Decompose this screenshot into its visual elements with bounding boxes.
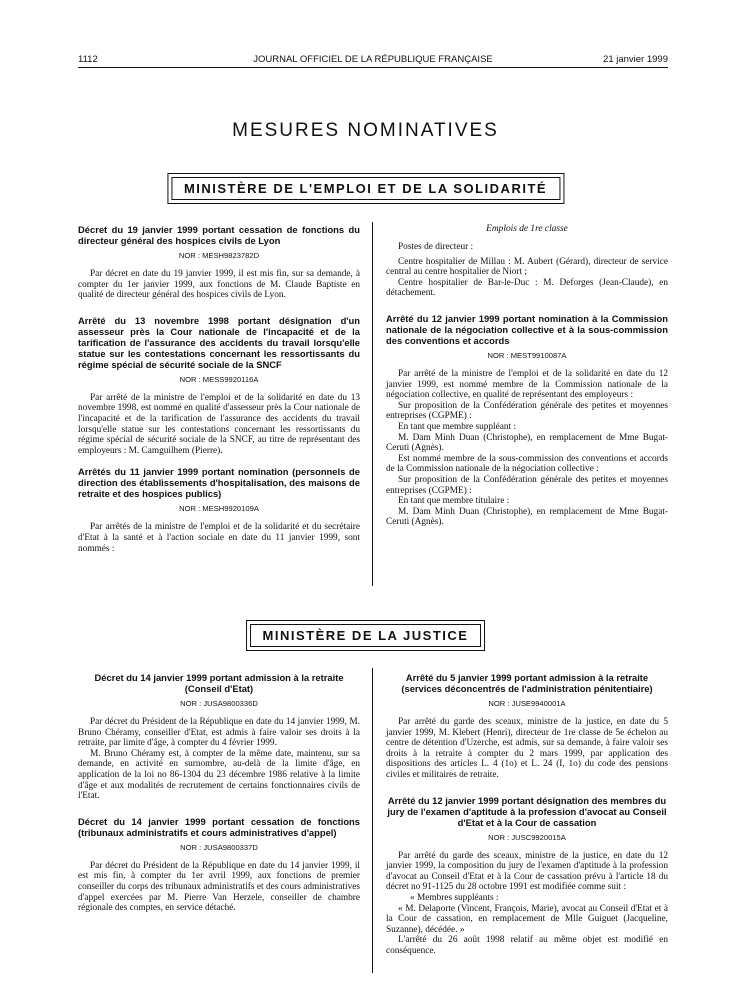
paragraph: Par décret du Président de la République en date du 14 janvier 1999, il est mis fin, à compter du 1er avril 1999, aux fonctions de premier conseiller du corps des tribunaux administratifs et des cours administratives d'appel exercées par M. Pierre Van Herzele, conseiller de chambre régionale des comptes, en service détaché. (78, 860, 360, 914)
nor-reference: NOR : MESH9920109A (179, 504, 259, 514)
main-title: MESURES NOMINATIVES (232, 120, 499, 141)
paragraph: M. Bruno Chéramy est, à compter de la même date, maintenu, sur sa demande, en activité en surnombre, au-delà de la limite d'âge, en application de la loi no 86-1304 du 23 décembre 1986 relative à la limite d'âge et aux modalités de recrutement de certains fonctionnaires civils de l'Etat. (78, 748, 360, 802)
paragraph: M. Dam Minh Duan (Christophe), en remplacement de Mme Bugat-Ceruti (Agnès). (386, 506, 668, 528)
paragraph: Sur proposition de la Confédération générale des petites et moyennes entreprises (CGPME) : (386, 400, 668, 422)
column-divider (372, 222, 373, 586)
paragraph: « M. Delaporte (Vincent, François, Marie), avocat au Conseil d'Etat et à la Cour de cassation, en remplacement de Mlle Guiguet (Jacqueline, Suzanne), décédée. » (386, 903, 668, 935)
paragraph: En tant que membre suppléant : (398, 421, 516, 432)
nor-reference: NOR : JUSA9800336D (180, 699, 258, 708)
article-title: Arrêté du 12 janvier 1999 portant nomination à la Commission nationale de la négociation collective et à la sous-commission des conventions et accords (386, 312, 668, 346)
section2-left-column (78, 672, 360, 914)
journal-title: JOURNAL OFFICIEL DE LA RÉPUBLIQUE FRANÇAISE (253, 54, 493, 65)
paragraph: Postes de directeur : (398, 242, 474, 252)
header-rule (78, 67, 668, 68)
issue-date: 21 janvier 1999 (603, 54, 668, 65)
section-title-box-emploi (167, 173, 564, 204)
paragraph: « Membres suppléants : (410, 892, 499, 903)
article-title: Décret du 14 janvier 1999 portant admission à la retraite (Conseil d'Etat) (94, 672, 344, 694)
article-title: Arrêté du 12 janvier 1999 portant désignation des membres du jury de l'examen d'aptitude à la profession d'avocat au Conseil d'Etat et à la Cour de cassation (387, 794, 667, 828)
section1-right-column (386, 224, 668, 528)
page-number: 1112 (78, 54, 98, 65)
section2-right-column (386, 672, 668, 957)
subheading-emplois: Emplois de 1re classe (486, 224, 568, 234)
section-title-emploi: MINISTÈRE DE L'EMPLOI ET DE LA SOLIDARITÉ (171, 177, 560, 200)
nor-reference: NOR : JUSC9920015A (488, 832, 566, 842)
nor-reference: NOR : MESS9920116A (179, 374, 259, 384)
paragraph: M. Dam Minh Duan (Christophe), en remplacement de Mme Bugat-Ceruti (Agnès). (386, 432, 668, 454)
paragraph: Par arrêtés de la ministre de l'emploi et de la solidarité et du secrétaire d'Etat à la santé et à l'action sociale en date du 11 janvier 1999, sont nommés : (78, 522, 360, 554)
paragraph: Par arrêté du garde des sceaux, ministre de la justice, en date du 5 janvier 1999, M. Klebert (Henri), directeur de 1re classe de 5e échelon au centre de détention d'Uzerche, est admis, sur sa demande, à faire valoir ses droits à la retraite à compter du 2 mars 1999, par application des dispositions des articles L. 4 (1o) et L. 24 (I, 1o) du code des pensions civiles et militaires de retraite. (386, 717, 668, 780)
nor-reference: NOR : MEST9910087A (487, 350, 567, 360)
nor-reference: NOR : JUSA9800337D (180, 842, 258, 852)
article-title: Décret du 14 janvier 1999 portant cessation de fonctions (tribunaux administratifs et cours administratives d'appel) (78, 815, 360, 838)
article-title: Arrêté du 5 janvier 1999 portant admission à la retraite (services déconcentrés de l'administration pénitentiaire) (401, 672, 653, 694)
paragraph: Est nommé membre de la sous-commission des conventions et accords de la Commission nationale de la négociation collective : (386, 453, 668, 475)
section-title-box-justice (246, 620, 486, 651)
paragraph: Sur proposition de la Confédération générale des petites et moyennes entreprises (CGPME) : (386, 474, 668, 496)
section-title-justice: MINISTÈRE DE LA JUSTICE (250, 624, 482, 647)
paragraph: En tant que membre titulaire : (398, 496, 510, 507)
paragraph: Par arrêté de la ministre de l'emploi et de la solidarité en date du 12 janvier 1999, est nommé membre de la Commission nationale de la négociation collective, en qualité de représentant des employeurs : (386, 368, 668, 401)
paragraph: Centre hospitalier de Bar-le-Duc : M. Deforges (Jean-Claude), en détachement. (386, 277, 668, 299)
article-title: Arrêtés du 11 janvier 1999 portant nomination (personnels de direction des établissements d'hospitalisation, des maisons de retraite et des hospices publics) (78, 466, 360, 500)
paragraph: Par arrêté de la ministre de l'emploi et de la solidarité en date du 13 novembre 1998, est nommé en qualité d'assesseur près la Cour nationale de l'incapacité et de la tarification de l'assurance des accidents du travail lorsqu'elle statue sur les contestations concernant les ressortissants du régime spécial de sécurité sociale de la SNCF, au titre de représentant des employeurs : M. Camguilhem (Pierre). (78, 392, 360, 456)
nor-reference: NOR : MESH9823782D (178, 251, 260, 260)
paragraph: Par arrêté du garde des sceaux, ministre de la justice, en date du 12 janvier 1999, la composition du jury de l'examen d'aptitude à la profession d'avocat au Conseil d'Etat et à la Cour de cassation prévu à l'article 18 du décret no 91-1125 du 28 octobre 1991 est modifiée comme suit : (386, 850, 668, 893)
column-divider (372, 668, 373, 973)
article-title: Décret du 19 janvier 1999 portant cessation de fonctions du directeur général des hospices civils de Lyon (78, 224, 360, 246)
paragraph: Par décret en date du 19 janvier 1999, il est mis fin, sur sa demande, à compter du 1er janvier 1999, aux fonctions de M. Claude Baptiste en qualité de directeur général des hospices civils de Lyon. (78, 269, 360, 301)
nor-reference: NOR : JUSE9940001A (488, 699, 566, 708)
paragraph: Centre hospitalier de Millau : M. Aubert (Gérard), directeur de service central au centre hospitalier de Niort ; (386, 256, 668, 278)
section1-left-column (78, 224, 360, 554)
paragraph: Par décret du Président de la République en date du 14 janvier 1999, M. Bruno Chéramy, conseiller d'Etat, est admis à faire valoir ses droits à la retraite, par limite d'âge, à compter du 4 février 1999. (78, 717, 360, 749)
article-title: Arrêté du 13 novembre 1998 portant désignation d'un assesseur près la Cour nationale de l'incapacité et de la tarification de l'assurance des accidents du travail lorsqu'elle statue sur les contestations concernant les ressortissants du régime spécial de sécurité sociale de la SNCF (78, 314, 360, 370)
paragraph: L'arrêté du 26 août 1998 relatif au même objet est modifié en conséquence. (386, 935, 668, 956)
